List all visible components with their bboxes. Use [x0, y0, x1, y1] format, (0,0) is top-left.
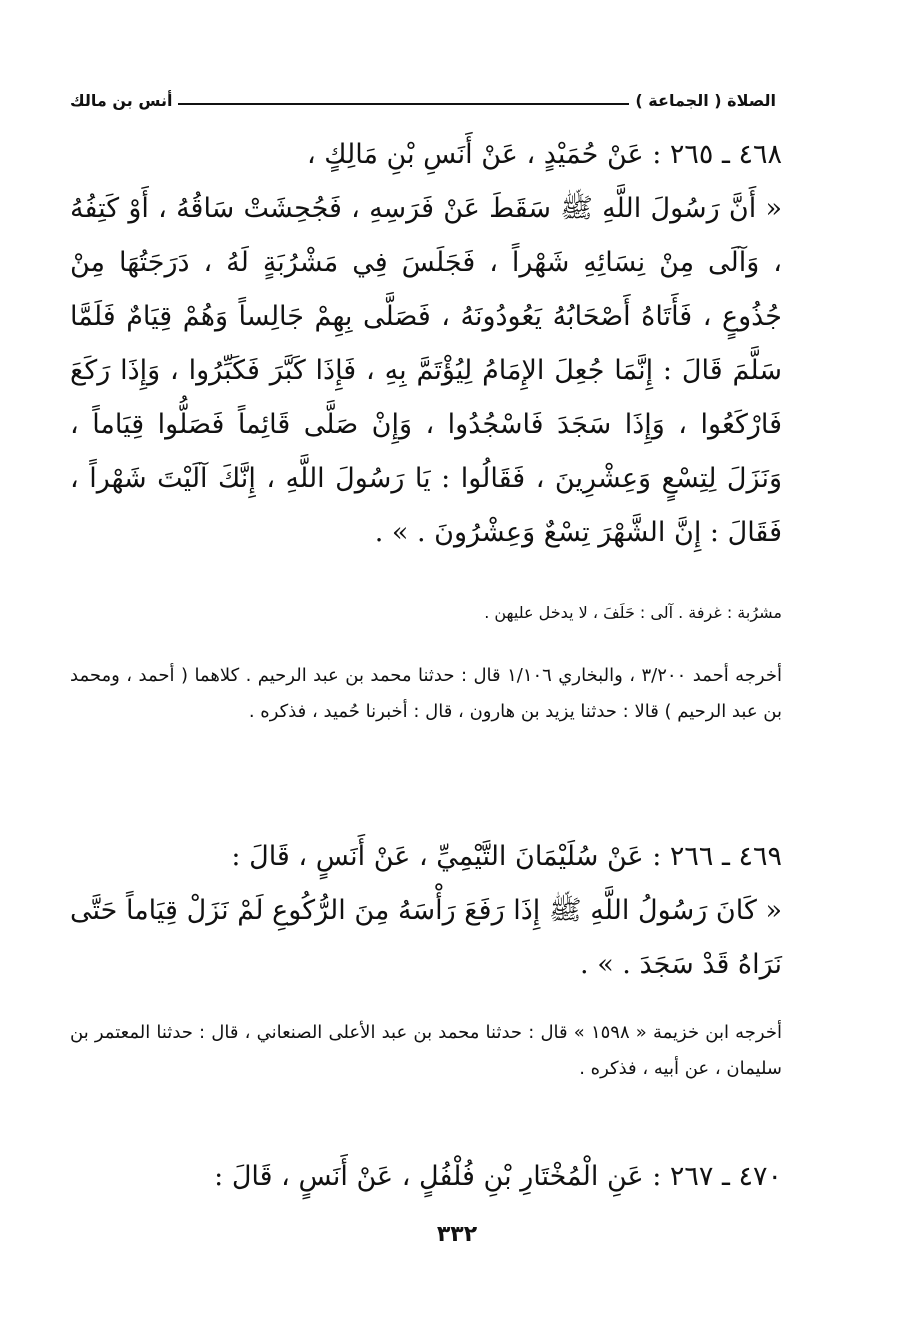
- chapter-title: الصلاة ( الجماعة ): [635, 90, 776, 110]
- hadith-470: [70, 1150, 782, 1204]
- hadith-468-text: « أَنَّ رَسُولَ اللَّهِ ﷺ سَقَطَ عَنْ فَرَسِهِ ، فَجُحِشَتْ سَاقُهُ ، أَوْ كَتِفُهُ ، وَآلَى مِنْ نِسَائِهِ شَهْراً ، فَجَلَسَ فِي مَشْرُبَةٍ لَهُ ، دَرَجَتُهَا مِنْ جُذُوعٍ ، فَأَتَاهُ أَصْحَابُهُ يَعُودُونَهُ ، فَصَلَّى بِهِمْ جَالِساً وَهُمْ قِيَامٌ فَلَمَّا سَلَّمَ قَالَ : إِنَّمَا جُعِلَ الإِمَامُ لِيُؤْتَمَّ بِهِ ، فَإِذَا كَبَّرَ فَكَبِّرُوا ، وَإِذَا رَكَعَ فَارْكَعُوا ، وَإِذَا سَجَدَ فَاسْجُدُوا ، وَإِنْ صَلَّى قَائِماً فَصَلُّوا قِيَاماً ، وَنَزَلَ لِتِسْعٍ وَعِشْرِينَ ، فَقَالُوا : يَا رَسُولَ اللَّهِ ، إِنَّكَ آلَيْتَ شَهْراً ، فَقَالَ : إِنَّ الشَّهْرَ تِسْعٌ وَعِشْرُونَ . » .: [70, 193, 782, 548]
- page-number: ٣٣٢: [436, 1222, 478, 1247]
- hadith-470-heading: ٤٧٠ ـ ٢٦٧ : عَنِ الْمُخْتَارِ بْنِ فُلْفُلٍ ، عَنْ أَنَسٍ ، قَالَ :: [214, 1161, 782, 1192]
- hadith-469-text: « كَانَ رَسُولُ اللَّهِ ﷺ إِذَا رَفَعَ رَأْسَهُ مِنَ الرُّكُوعِ لَمْ نَزَلْ قِيَاماً حَتَّى نَرَاهُ قَدْ سَجَدَ . » .: [70, 895, 782, 980]
- hadith-469-heading: ٤٦٩ ـ ٢٦٦ : عَنْ سُلَيْمَانَ التَّيْمِيِّ ، عَنْ أَنَسٍ ، قَالَ :: [231, 841, 782, 872]
- hadith-469: [70, 830, 782, 992]
- header-rule: [178, 103, 629, 105]
- takhrij-469: أخرجه ابن خزيمة « ١٥٩٨ » قال : حدثنا محمد بن عبد الأعلى الصنعاني ، قال : حدثنا المعتمر بن سليمان ، عن أبيه ، فذكره .: [70, 1022, 782, 1079]
- hadith-468: [70, 128, 782, 560]
- hadith-468-heading: ٤٦٨ ـ ٢٦٥ : عَنْ حُمَيْدٍ ، عَنْ أَنَسِ بْنِ مَالِكٍ ،: [306, 139, 782, 170]
- running-header: [70, 86, 776, 114]
- glossary-note: مشرُبة : غرفة . آلى : حَلَفَ ، لا يدخل عليهن .: [484, 603, 782, 622]
- section-title: أنس بن مالك: [70, 90, 173, 110]
- takhrij-468: أخرجه أحمد ٣/٢٠٠ ، والبخاري ١/١٠٦ قال : حدثنا محمد بن عبد الرحيم . كلاهما ( أحمد ، ومحمد بن عبد الرحيم ) قالا : حدثنا يزيد بن هارون ، قال : أخبرنا حُميد ، فذكره .: [70, 665, 782, 722]
